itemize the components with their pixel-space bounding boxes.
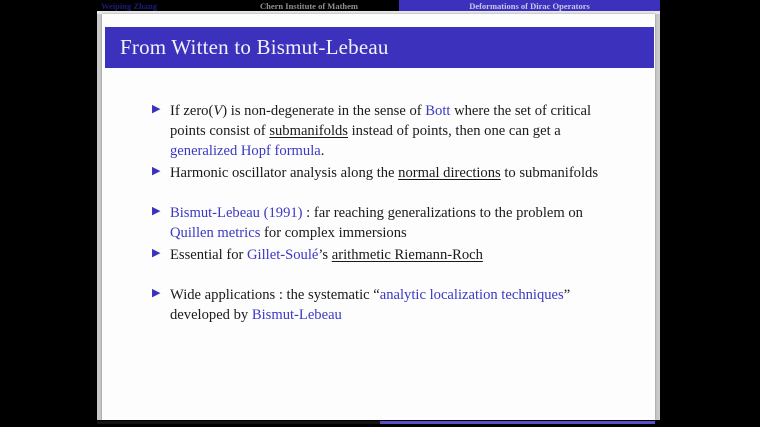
text-segment: Bott [425,103,451,119]
bullet-bott-nondegenerate [150,102,621,162]
header-author-name: Weiping Zhang [101,0,157,11]
header-talk-title: Deformations of Dirac Operators [399,0,660,11]
text-segment: If zero( [170,103,214,119]
text-segment: where the set of critical points consist of [170,103,592,139]
letterbox-bar-left [0,0,97,427]
text-segment: Harmonic oscillator analysis along the [170,164,399,181]
bullet-bismut-lebeau-1991 [150,204,621,244]
bullet-group [150,204,621,244]
presentation-slide-frame [97,0,660,427]
text-segment: ) is non-degenerate in the sense of [222,103,426,119]
bullet-text [170,164,621,184]
bullet-text [170,204,621,244]
header-institute-name: Chern Institute of Mathem [260,0,358,11]
bullet-triangle-icon: ▶ [152,164,161,177]
bullet-text [170,246,621,266]
bullet-group [150,164,621,184]
letterbox-bar-right [660,0,760,427]
text-segment: Gillet-Soulé [247,246,319,263]
text-segment: ’s [318,246,332,263]
bullet-triangle-icon: ▶ [152,204,161,217]
slide-page [102,14,655,420]
text-segment: Bismut-Lebeau (1991) [170,204,303,221]
text-segment: for complex immersions [260,224,407,241]
text-segment: normal directions [398,164,501,181]
text-segment: submanifolds [269,122,348,139]
slide-title-band [105,27,654,68]
text-segment: ” developed by [170,286,571,323]
text-segment: Quillen metrics [170,224,261,241]
bullet-group [150,246,621,266]
text-segment: . [320,142,325,159]
text-segment: generalized Hopf formula [170,142,321,159]
slide-title: From Witten to Bismut-Lebeau [120,35,389,59]
text-segment: Wide applications : the systematic “ [170,286,380,303]
text-segment: : far reaching generalizations to the problem on [302,204,583,221]
bullet-gillet-soule [150,246,621,266]
bullet-triangle-icon: ▶ [152,286,161,299]
bullet-text [170,102,621,162]
bullet-harmonic-oscillator [150,164,621,184]
text-segment: V [213,103,223,119]
text-segment: to submanifolds [500,164,599,181]
slide-footer-bar [97,420,660,427]
text-segment: analytic localization techniques [379,286,564,303]
footer-track [97,421,380,424]
slide-body-content [102,82,655,412]
text-segment: Bismut-Lebeau [251,306,342,323]
bullet-text [170,286,621,326]
bullet-group [150,102,621,162]
bullet-wide-applications [150,286,621,326]
text-segment: instead of points, then one can get a [347,122,561,139]
bullet-triangle-icon: ▶ [152,246,161,259]
beamer-header-bar [97,0,660,11]
bullet-triangle-icon: ▶ [152,103,161,115]
footer-progress-indicator [380,421,655,424]
text-segment: arithmetic Riemann-Roch [331,246,483,263]
text-segment: Essential for [170,246,248,263]
bullet-group [150,286,621,326]
